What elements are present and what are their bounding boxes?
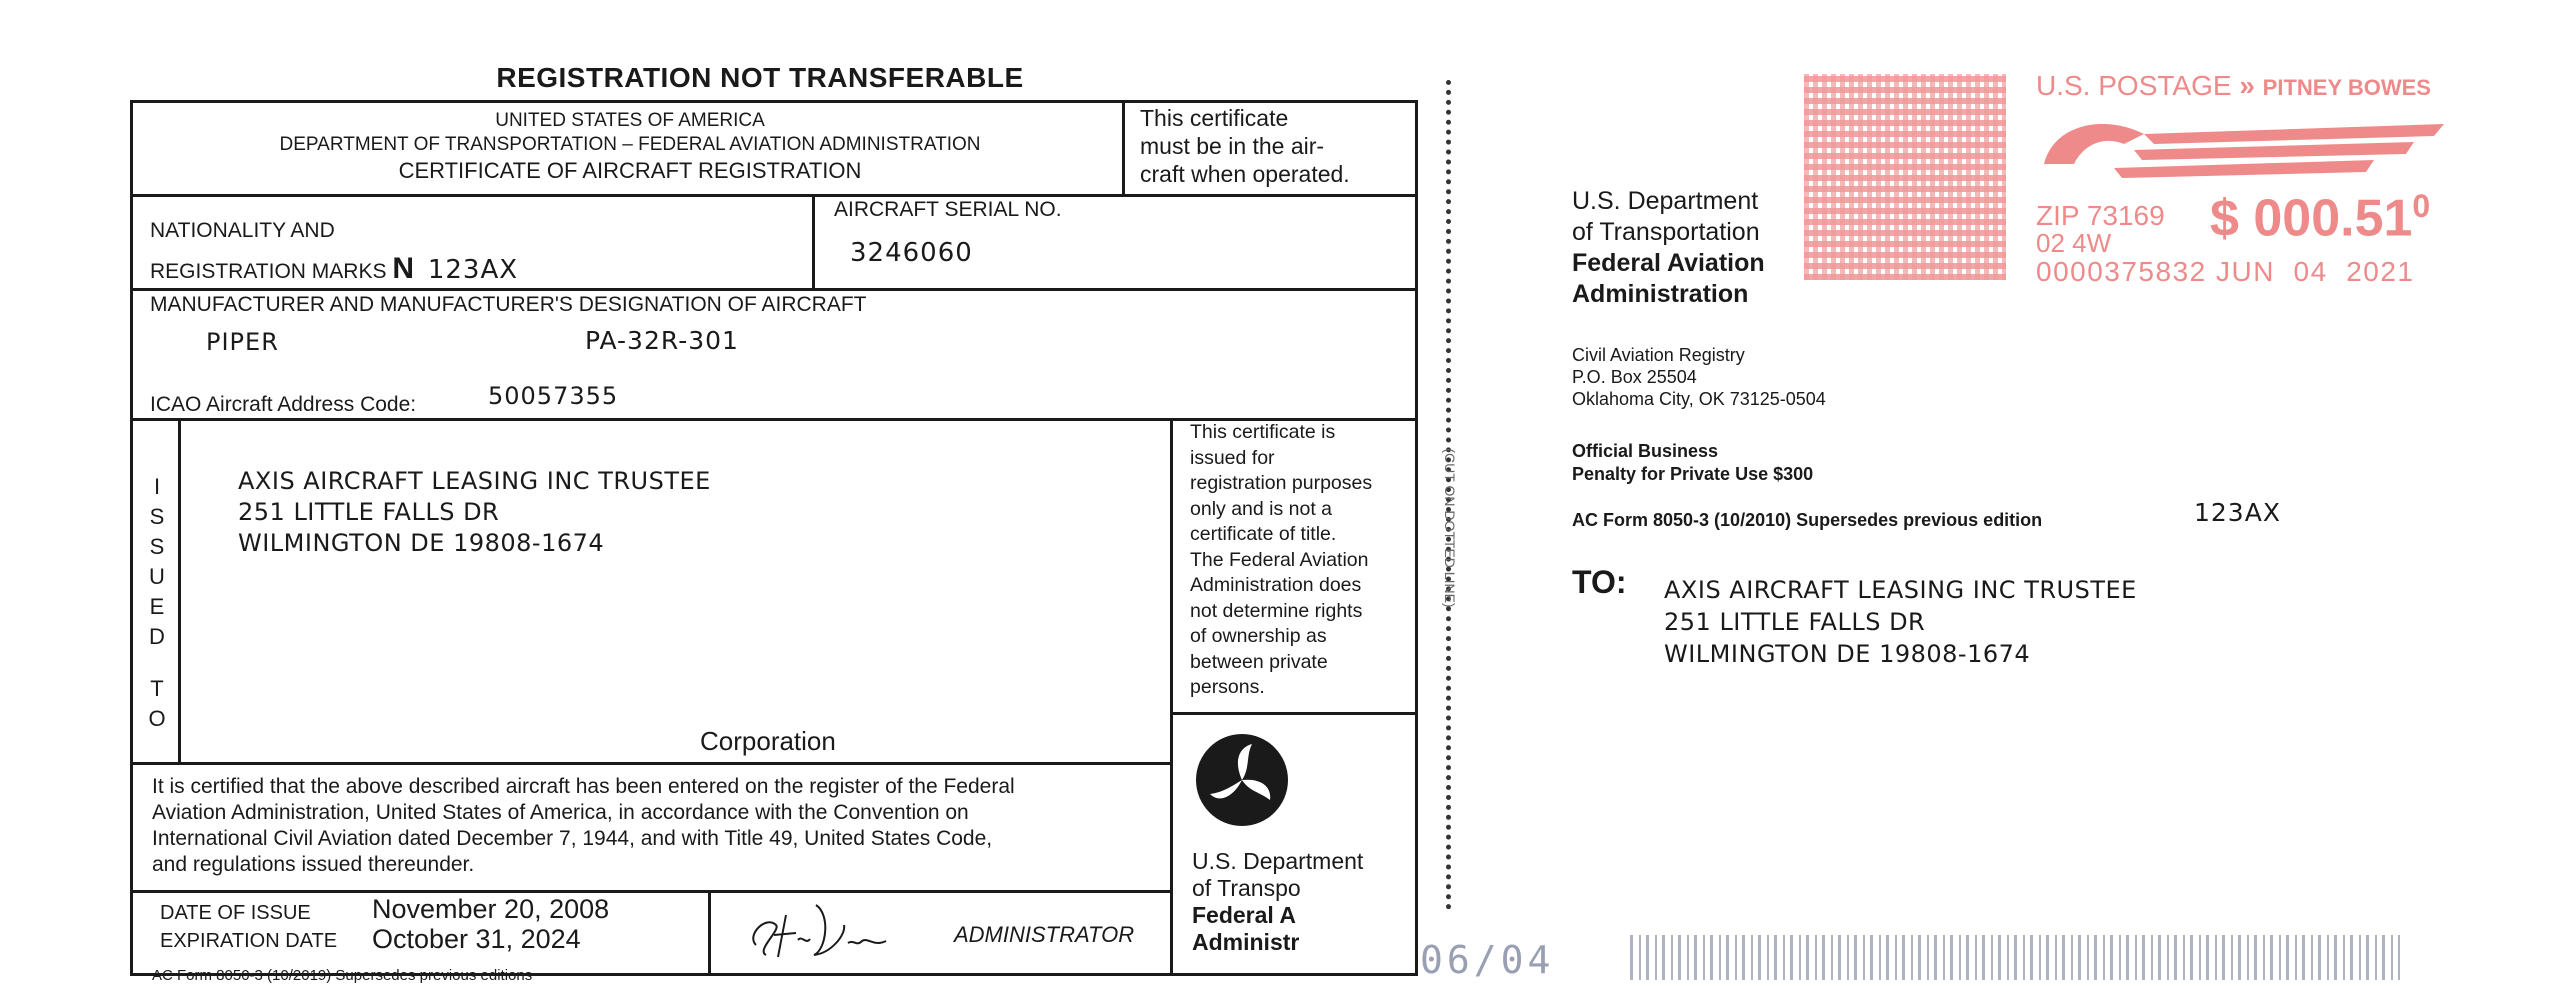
aircraft-model: PA-32R-301: [585, 326, 739, 355]
cut-line-label: (CUT ON DOTTED LINE): [1442, 448, 1458, 608]
serial-number: 3246060: [850, 238, 973, 268]
serial-label: AIRCRAFT SERIAL NO.: [834, 198, 1062, 221]
registration-header: REGISTRATION NOT TRANSFERABLE: [496, 62, 1024, 93]
administrator-signature: [736, 895, 896, 965]
administrator-label: ADMINISTRATOR: [954, 922, 1135, 947]
expiration-date: October 31, 2024: [372, 924, 581, 954]
icao-code: 50057355: [488, 382, 619, 410]
certificate-footer: AC Form 8050-3 (10/2019) Supersedes previous editions: [152, 967, 533, 984]
date-of-issue-label: DATE OF ISSUE: [160, 902, 311, 924]
nationality-label: NATIONALITY AND REGISTRATION MARKS N 123AX: [150, 219, 519, 285]
mailer-reg-mark: 123AX: [2194, 498, 2281, 527]
postage-amount: $ 000.51$^0$: [2210, 188, 2431, 248]
mailer-form-note: AC Form 8050-3 (10/2010) Supersedes previous edition: [1572, 510, 2043, 530]
postal-barcode: [1630, 935, 2400, 980]
expiration-label: EXPIRATION DATE: [160, 930, 338, 952]
issued-to-label: I S S U E D T O: [148, 474, 166, 731]
postage-zone: 02 4W: [2036, 228, 2112, 258]
chevron-icon: »: [2239, 70, 2255, 101]
postage-qr-code: [1804, 74, 2006, 280]
postage-zip: ZIP 73169: [2036, 200, 2165, 231]
recipient-address: AXIS AIRCRAFT LEASING INC TRUSTEE 251 LITTLE FALLS DR WILMINGTON DE 19808-1674: [1664, 576, 2137, 668]
carry-notice: This certificate must be in the air- craft when operated.: [1140, 105, 1350, 187]
country-line: UNITED STATES OF AMERICA: [495, 110, 765, 131]
entity-type: Corporation: [700, 726, 836, 756]
postage-label: U.S. POSTAGE » PITNEY BOWES: [2036, 70, 2431, 101]
certificate-title: CERTIFICATE OF AIRCRAFT REGISTRATION: [398, 158, 862, 183]
title-notice: This certificate is issued for registration purposes only and is not a certificate of title. The Federal Aviation Administration does not determine rights of ownership as between private persons.: [1190, 421, 1373, 698]
dot-text: U.S. Department of Transpo Federal A Administr: [1192, 848, 1364, 955]
dot-emblem-icon: [1194, 732, 1290, 828]
postage-meter: 0000375832 JUN 04 2021: [2036, 256, 2415, 287]
owner-address: AXIS AIRCRAFT LEASING INC TRUSTEE 251 LITTLE FALLS DR WILMINGTON DE 19808-1674: [238, 467, 711, 557]
registry-address: Civil Aviation Registry P.O. Box 25504 Oklahoma City, OK 73125-0504: [1572, 345, 1826, 409]
official-business: Official Business Penalty for Private Use $300: [1572, 441, 1814, 484]
nationality-prefix: N: [392, 252, 414, 285]
to-label: TO:: [1572, 564, 1627, 600]
stamp-date: 06/04: [1420, 938, 1555, 982]
certification-text: It is certified that the above described aircraft has been entered on the register of the Federal Aviation Administration, United States of America, in accordance with the Convention on International Civil Aviation dated December 7, 1944, and with Title 49, United States Code, and regulations issued thereunder.: [152, 775, 1015, 876]
sender-block: U.S. Department of Transportation Federal Aviation Administration: [1572, 187, 1765, 308]
manufacturer-name: PIPER: [206, 328, 279, 356]
eagle-icon: [2034, 114, 2454, 190]
manufacturer-label: MANUFACTURER AND MANUFACTURER'S DESIGNATION OF AIRCRAFT: [150, 293, 867, 316]
icao-label: ICAO Aircraft Address Code:: [150, 393, 417, 416]
date-of-issue: November 20, 2008: [372, 894, 610, 924]
department-line: DEPARTMENT OF TRANSPORTATION – FEDERAL AVIATION ADMINISTRATION: [279, 134, 981, 155]
registration-mark: 123AX: [427, 255, 519, 285]
